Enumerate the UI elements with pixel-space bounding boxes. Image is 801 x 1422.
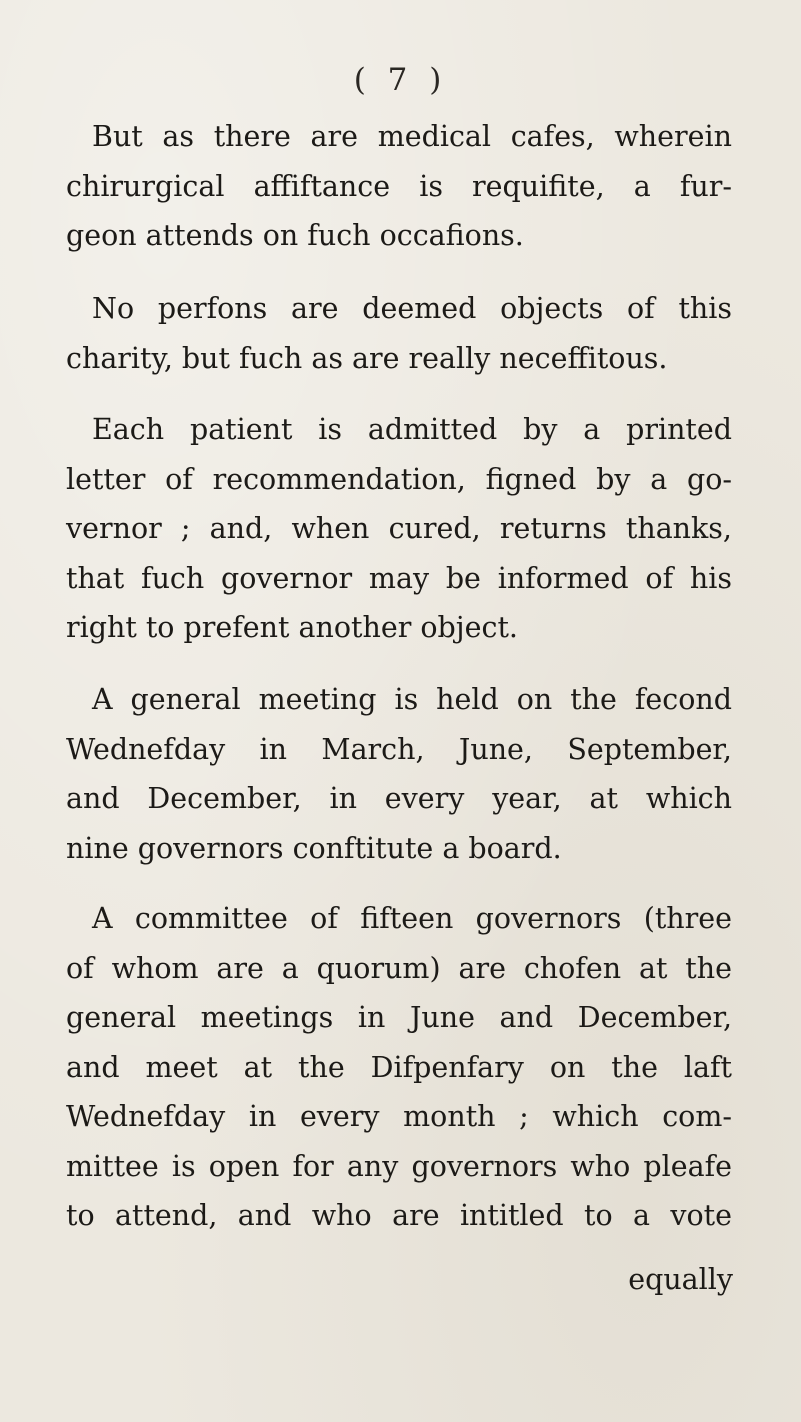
paragraph-objects: [66, 284, 732, 383]
text-line: chirurgical affiftance is requifite, a fur-: [66, 169, 732, 203]
page-number: ( 7 ): [353, 62, 448, 98]
text-line: A general meeting is held on the fecond: [92, 683, 732, 716]
text-line: mittee is open for any governors who pleafe: [66, 1149, 732, 1183]
text-line: charity, but fuch as are really neceffitous.: [66, 341, 668, 375]
text-line: Each patient is admitted by a printed: [92, 413, 732, 446]
text-line: that fuch governor may be informed of his: [66, 561, 732, 595]
text-line: But as there are medical cafes, wherein: [92, 120, 732, 153]
text-line: letter of recommendation, figned by a go-: [66, 462, 732, 496]
text-line: right to prefent another object.: [66, 611, 518, 644]
text-line: of whom are a quorum) are chofen at the: [66, 951, 732, 985]
text-line: and December, in every year, at which: [66, 782, 732, 815]
text-line: A committee of fifteen governors (three: [92, 902, 732, 935]
text-line: and meet at the Difpenfary on the laft: [66, 1050, 732, 1084]
text-line: to attend, and who are intitled to a vote: [66, 1199, 732, 1232]
text-line: Wednefday in March, June, September,: [66, 732, 732, 766]
text-line: vernor ; and, when cured, returns thanks,: [66, 512, 732, 545]
text-line: nine governors conftitute a board.: [66, 831, 562, 865]
text-line: general meetings in June and December,: [66, 1001, 732, 1034]
paragraph-general-meeting: [66, 675, 732, 873]
catchword: equally: [628, 1263, 733, 1296]
paragraph-surgeon: [66, 112, 732, 261]
text-line: No perfons are deemed objects of this: [92, 292, 732, 325]
paragraph-admission: [66, 405, 732, 653]
text-line: Wednefday in every month ; which com-: [66, 1100, 732, 1133]
paragraph-committee: [66, 894, 732, 1241]
text-line: geon attends on fuch occafions.: [66, 219, 524, 252]
